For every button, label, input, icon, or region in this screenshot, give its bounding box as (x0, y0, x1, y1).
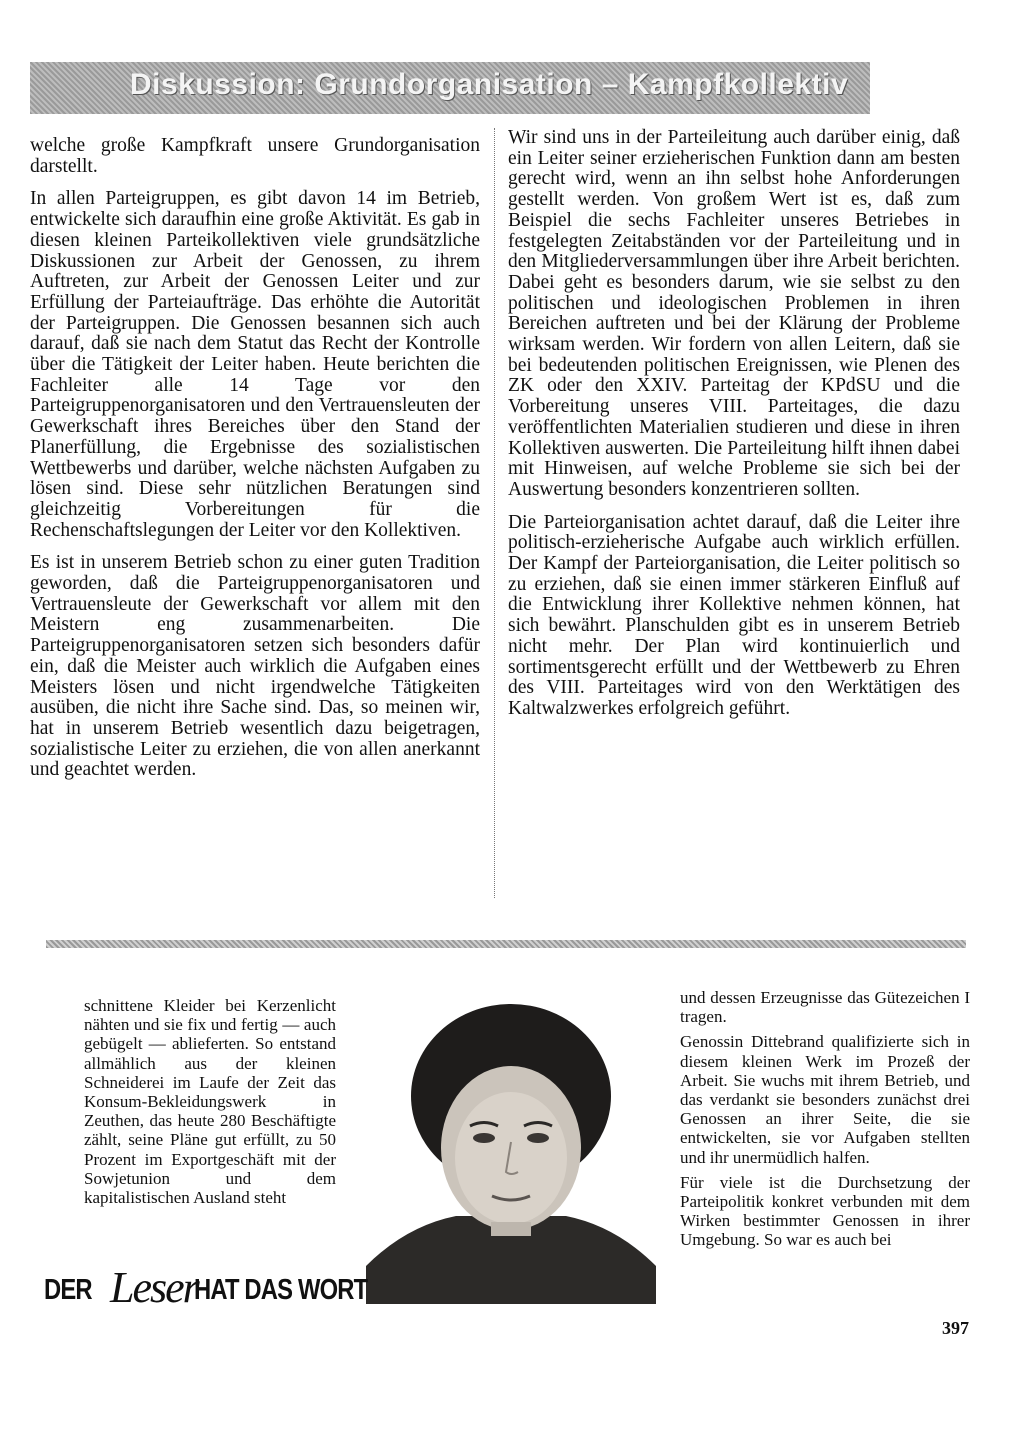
paragraph: Die Parteiorganisation achtet darauf, daß die Leiter ihre politisch-erzieherische Aufgabe auch wirklich erfüllen. Der Kampf der Parteiorganisation, die Leiter politisch so zu erziehen, daß sie einen immer stärkeren Einfluß auf die Entwicklung ihrer Kollektive nehmen können, hat sich bewährt. Planschulden gibt es in unserem Betrieb nicht mehr. Der Plan wird kontinuierlich und sortimentsgerecht erfüllt und der Wettbewerb zu Ehren des VIII. Parteitages wird von den Werktätigen des Kaltwalzwerkes erfolgreich geführt. (508, 511, 960, 719)
masthead-hat-das-wort: HAT DAS WORT (194, 1274, 368, 1306)
page-number: 397 (942, 1318, 969, 1338)
lower-right-column (680, 988, 970, 1256)
paragraph: und dessen Erzeugnisse das Gütezeichen I tragen. (680, 988, 970, 1027)
masthead-der: DER (44, 1274, 92, 1306)
masthead-leser: Leser (110, 1263, 198, 1312)
paragraph: Wir sind uns in der Parteileitung auch darüber einig, daß ein Leiter seiner erzieherischen Funktion dann am besten gerecht wird, wenn an ihn selbst hohe Anforderungen gestellt werden. Von großem Wert ist es, daß zum Beispiel die sechs Fachleiter unseres Betriebes in festgelegten Zeitabständen vor der Parteileitung und in den Mitgliederversammlungen über ihre Arbeit berichten. Dabei geht es besonders darum, wie sie selbst zu den politischen und ideologischen Problemen in ihren Bereichen auftreten und bei der Klärung der Probleme wirksam werden. Wir fordern von allen Leitern, daß sie bei bedeutenden politischen Ereignissen, wie Plenen des ZK oder den XXIV. Parteitag der KPdSU und die Vorbereitung unseres VIII. Parteitages, die dazu veröffentlichten Materialien studieren und diese in ihren Kollektiven auswerten. Die Parteileitung hilft ihnen dabei mit Hinweisen, auf welche Probleme sie sich bei der Auswertung besonders konzentrieren sollten. (508, 127, 960, 500)
paragraph: welche große Kampfkraft unsere Grundorganisation darstellt. (30, 135, 480, 177)
reader-masthead (44, 1263, 368, 1312)
section-separator (46, 940, 966, 948)
banner-title: Diskussion: Grundorganisation – Kampfkollektiv (130, 68, 849, 101)
portrait-illustration (366, 976, 656, 1304)
paragraph: Genossin Dittebrand qualifizierte sich in diesem kleinen Werk im Prozeß der Arbeit. Sie wuchs mit ihrem Betrieb, und das verdankt sie besonders zunächst drei Genossen an ihrer Seite, die sie entwickelten, sie vor Aufgaben stellten und ihr unermüdlich halfen. (680, 1032, 970, 1167)
header-banner (30, 62, 870, 114)
paragraph: schnittene Kleider bei Kerzenlicht nähten und sie fix und fertig — auch gebügelt — ablieferten. So entstand allmählich aus der kleinen Schneiderei im Laufe der Zeit das Konsum-Bekleidungswerk in Zeuthen, das heute 280 Beschäftigte zählt, seine Pläne gut erfüllt, zu 50 Prozent im Exportgeschäft mit der Sowjetunion und dem kapitalistischen Ausland steht (84, 996, 336, 1208)
paragraph: Für viele ist die Durchsetzung der Parteipolitik konkret verbunden mit dem Wirken bestimmter Genossen in ihrer Umgebung. So war es auch bei (680, 1172, 970, 1250)
lower-left-column (84, 996, 336, 1213)
portrait-photo (366, 976, 656, 1304)
column-divider (494, 128, 496, 898)
right-column (508, 128, 960, 732)
left-column (30, 136, 480, 793)
paragraph: Es ist in unserem Betrieb schon zu einer guten Tradition geworden, daß die Parteigruppenorganisatoren und Vertrauensleute der Gewerkschaft vor allem mit den Meistern eng zusammenarbeiten. Die Parteigruppenorganisatoren setzen sich besonders dafür ein, daß die Meister auch wirklich die Aufgaben eines Meisters lösen und nicht irgendwelche Tätigkeiten ausüben, die nicht ihre Sache sind. Das, so meinen wir, hat in unserem Betrieb wesentlich dazu beigetragen, sozialistische Leiter zu erziehen, die von allen anerkannt und geachtet werden. (30, 552, 480, 781)
paragraph: In allen Parteigruppen, es gibt davon 14 im Betrieb, entwickelte sich daraufhin eine große Aktivität. Es gab in diesen kleinen Parteikollektiven viele grundsätzliche Diskussionen zur Arbeit der Genossen, zu ihrem Auftreten, zur Arbeit der Genossen Leiter und zur Erfüllung der Parteiaufträge. Das erhöhte die Autorität der Parteigruppen. Die Genossen besannen sich auch darauf, daß sie nach dem Statut das Recht der Kontrolle über die Tätigkeit der Leiter haben. Heute berichten die Fachleiter alle 14 Tage vor den Parteigruppenorganisatoren und den Vertrauensleuten der Gewerkschaft ihres Bereiches über den Stand der Planerfüllung, die Ergebnisse des sozialistischen Wettbewerbs und darüber, welche nächsten Aufgaben zu lösen sind. Diese sehr nützlichen Beratungen sind gleichzeitig Vorbereitungen für die Rechenschaftslegungen der Leiter vor den Kollektiven. (30, 188, 480, 541)
